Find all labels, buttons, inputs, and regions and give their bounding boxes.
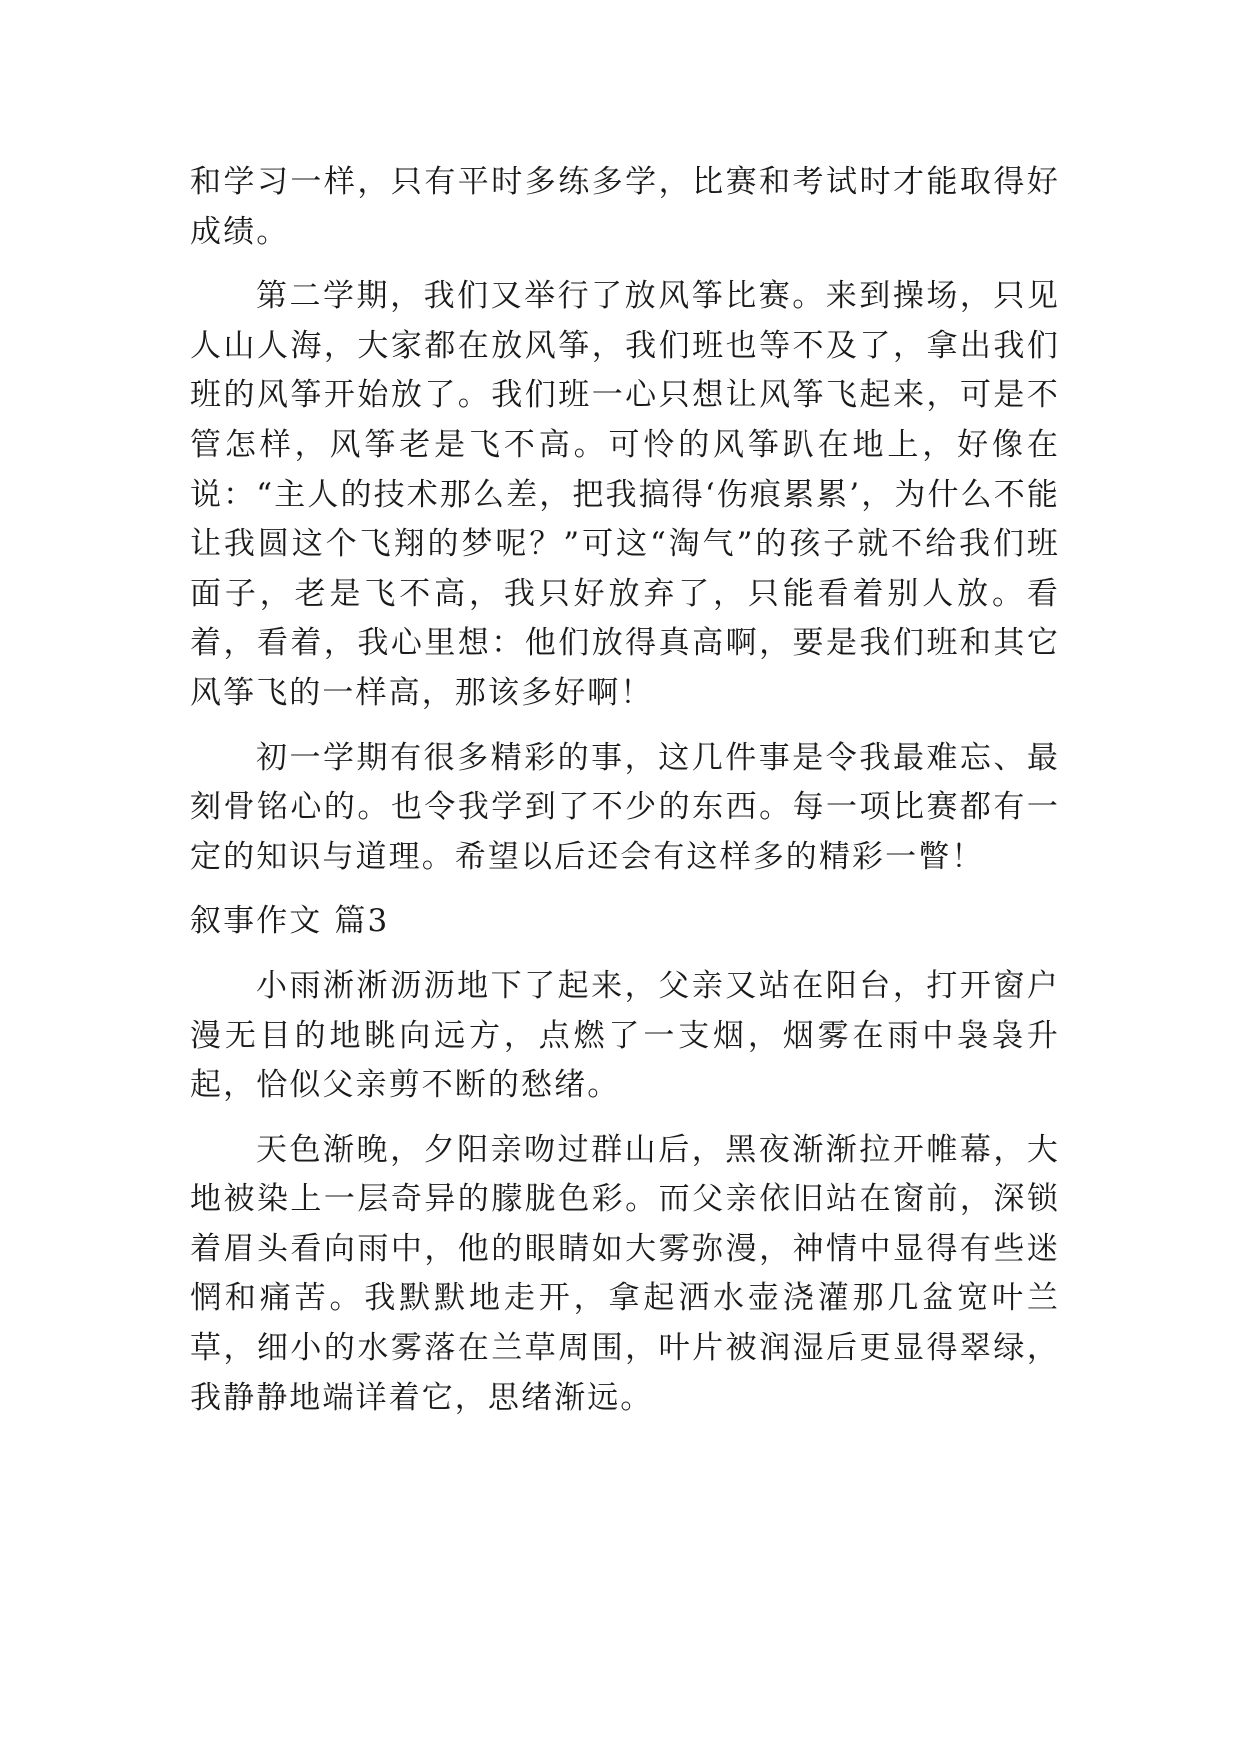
paragraph-rain-father: 小雨淅淅沥沥地下了起来，父亲又站在阳台，打开窗户漫无目的地眺向远方，点燃了一支烟，烟雾在雨中袅袅升起，恰似父亲剪不断的愁绪。 [190, 967, 1060, 1104]
paragraph-evening-window: 天色渐晚，夕阳亲吻过群山后，黑夜渐渐拉开帷幕，大地被染上一层奇异的朦胧色彩。而父亲依旧站在窗前，深锁着眉头看向雨中，他的眼睛如大雾弥漫，神情中显得有些迷惘和痛苦。我默默地走开，拿起洒水壶浇灌那几盆宽叶兰草，细小的水雾落在兰草周围，叶片被润湿后更显得翠绿，我静静地端详着它，思绪渐远。 [190, 1131, 1060, 1416]
document-page [190, 158, 1060, 1438]
paragraph-kite-contest: 第二学期，我们又举行了放风筝比赛。来到操场，只见人山人海，大家都在放风筝，我们班也等不及了，拿出我们班的风筝开始放了。我们班一心只想让风筝飞起来，可是不管怎样，风筝老是飞不高。可怜的风筝趴在地上，好像在说：“主人的技术那么差，把我搞得‘伤痕累累’，为什么不能让我圆这个飞翔的梦呢？”可这“淘气”的孩子就不给我们班面子，老是飞不高，我只好放弃了，只能看着别人放。看着，看着，我心里想：他们放得真高啊，要是我们班和其它风筝飞的一样高，那该多好啊！ [190, 278, 1060, 711]
paragraph-semester-summary: 初一学期有很多精彩的事，这几件事是令我最难忘、最刻骨铭心的。也令我学到了不少的东西。每一项比赛都有一定的知识与道理。希望以后还会有这样多的精彩一瞥！ [190, 739, 1060, 875]
section-heading: 叙事作文 篇3 [190, 903, 390, 940]
paragraph-continued: 和学习一样，只有平时多练多学，比赛和考试时才能取得好成绩。 [190, 164, 1060, 250]
